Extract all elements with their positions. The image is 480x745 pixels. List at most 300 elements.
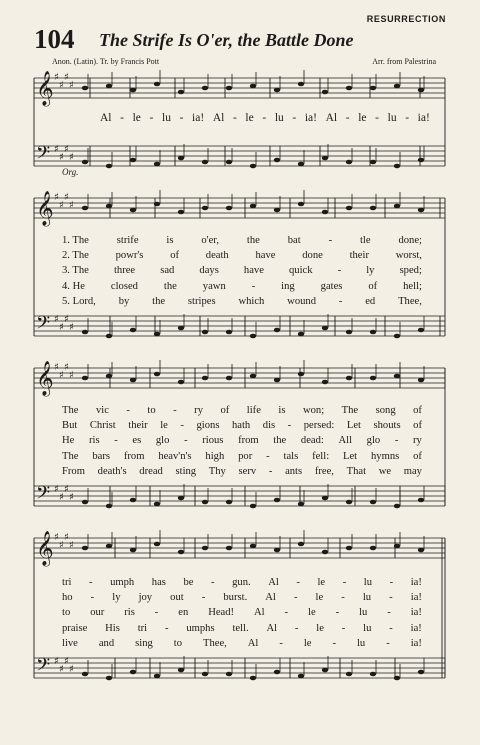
lyric-syllable: high: [205, 450, 225, 462]
note-head: [130, 328, 136, 333]
note-head: [178, 380, 184, 385]
note-head: [370, 86, 376, 91]
lyric-syllable: lu: [363, 622, 372, 634]
lyric-syllable: of: [413, 450, 422, 462]
note-head: [106, 334, 112, 339]
lyric-syllable: of: [413, 420, 422, 432]
note-head: [178, 90, 184, 95]
sharp-sign: ♯: [64, 192, 69, 203]
lyric-syllable: -: [386, 637, 390, 649]
lyric-syllable: -: [266, 450, 270, 462]
lyric-syllable: praise: [62, 622, 88, 634]
lyric-syllable: umph: [110, 577, 135, 588]
lyric-syllable: -: [149, 112, 154, 124]
note-head: [322, 90, 328, 95]
note-head: [418, 328, 424, 333]
lyric-syllable: tals: [283, 450, 299, 462]
note-head: [250, 374, 256, 379]
note-head: [82, 376, 88, 381]
lyric-syllable: Al: [325, 112, 338, 124]
lyric-syllable: -: [173, 405, 177, 416]
lyric-syllable: From: [62, 465, 85, 477]
lyric-syllable: stripes: [187, 295, 216, 307]
lyric-syllable: sped;: [399, 265, 422, 277]
lyric-syllable: -: [279, 637, 283, 649]
sharp-sign: ♯: [59, 540, 64, 551]
note-head: [106, 504, 112, 509]
lyric-syllable: Al: [266, 622, 278, 634]
lyric-syllable: -: [394, 435, 399, 447]
sharp-sign: ♯: [59, 200, 64, 211]
sharp-sign: ♯: [59, 322, 64, 333]
lyric-syllable: live: [62, 637, 78, 649]
note-head: [226, 160, 232, 165]
verse-line: [62, 266, 422, 277]
note-head: [322, 550, 328, 555]
note-head: [370, 500, 376, 505]
lyric-syllable: lu: [363, 577, 373, 588]
lyric-syllable: their: [128, 420, 148, 432]
sharp-sign: ♯: [54, 656, 59, 667]
note-head: [250, 676, 256, 681]
lyric-syllable: sing: [135, 637, 153, 649]
lyric-syllable: hymns: [370, 450, 400, 462]
lyric-syllable: which: [238, 295, 265, 307]
lyric-syllable: -: [375, 112, 379, 124]
lyric-syllable: -: [164, 622, 169, 634]
note-head: [346, 206, 352, 211]
refrain-lyrics: [100, 112, 430, 124]
note-head: [106, 544, 112, 549]
note-head: [154, 542, 160, 547]
lyric-syllable: The: [62, 405, 79, 416]
note-head: [274, 498, 280, 503]
lyric-syllable: -: [389, 622, 393, 634]
verse-line: [62, 578, 422, 589]
lyric-syllable: sad: [160, 265, 175, 277]
lyric-syllable: -: [292, 112, 297, 124]
lyric-syllable: ry: [194, 405, 203, 416]
lyric-syllable: 4. He: [62, 280, 85, 292]
lyric-syllable: ia!: [410, 637, 422, 649]
verse-line: [62, 282, 422, 293]
lyric-syllable: Thee,: [398, 295, 422, 307]
note-head: [322, 496, 328, 501]
lyric-syllable: -: [251, 280, 256, 292]
note-head: [322, 380, 328, 385]
note-head: [346, 160, 352, 165]
lyric-syllable: Al: [212, 112, 225, 124]
note-head: [322, 210, 328, 215]
sharp-sign: ♯: [64, 72, 69, 83]
note-head: [202, 330, 208, 335]
note-head: [178, 550, 184, 555]
lyric-syllable: en: [178, 607, 189, 619]
lyric-syllable: ly: [112, 592, 121, 604]
note-head: [106, 84, 112, 89]
note-head: [226, 376, 232, 381]
lyric-syllable: ly: [366, 265, 375, 277]
note-head: [202, 86, 208, 91]
lyric-syllable: ry: [413, 435, 422, 447]
lyric-syllable: of: [368, 280, 378, 292]
note-head: [82, 86, 88, 91]
note-head: [154, 202, 160, 207]
lyric-syllable: -: [180, 420, 184, 432]
note-head: [106, 204, 112, 209]
lyric-syllable: -: [90, 592, 95, 604]
sharp-sign: ♯: [59, 492, 64, 503]
sharp-sign: ♯: [69, 200, 74, 211]
note-head: [370, 376, 376, 381]
sharp-sign: ♯: [69, 370, 74, 381]
lyric-syllable: ants: [285, 465, 303, 477]
lyric-syllable: bars: [92, 450, 110, 462]
verse-line: [62, 639, 422, 650]
lyric-syllable: Thy: [208, 465, 226, 477]
sharp-sign: ♯: [64, 314, 69, 325]
lyric-syllable: le: [303, 637, 312, 649]
section-label: RESURRECTION: [366, 14, 446, 24]
note-head: [322, 156, 328, 161]
note-head: [418, 670, 424, 675]
sharp-sign: ♯: [69, 322, 74, 333]
lyric-syllable: Al: [254, 607, 265, 619]
lyric-syllable: Head!: [208, 607, 235, 619]
lyric-syllable: -: [184, 435, 188, 447]
note-head: [178, 496, 184, 501]
note-head: [346, 86, 352, 91]
note-head: [226, 86, 232, 91]
lyric-syllable: -: [268, 465, 273, 477]
lyric-syllable: lu: [274, 112, 284, 124]
note-head: [130, 498, 136, 503]
note-head: [250, 504, 256, 509]
lyric-syllable: tle: [359, 235, 371, 246]
lyric-syllable: ed: [365, 295, 376, 307]
lyric-syllable: lu: [162, 112, 171, 124]
note-head: [202, 206, 208, 211]
note-head: [394, 164, 400, 169]
verse-line: [62, 608, 422, 619]
note-head: [394, 84, 400, 89]
lyric-syllable: gions: [196, 420, 220, 432]
note-head: [298, 202, 304, 207]
note-head: [154, 674, 160, 679]
sharp-sign: ♯: [64, 144, 69, 155]
lyric-syllable: -: [262, 112, 267, 124]
note-head: [394, 676, 400, 681]
lyric-syllable: tri: [137, 622, 148, 634]
sharp-sign: ♯: [54, 314, 59, 325]
verse-line: [62, 236, 422, 247]
note-head: [178, 326, 184, 331]
note-head: [418, 208, 424, 213]
lyric-syllable: be: [183, 577, 194, 588]
note-head: [418, 158, 424, 163]
note-head: [394, 544, 400, 549]
note-head: [178, 210, 184, 215]
lyric-syllable: have: [243, 265, 264, 277]
note-head: [130, 378, 136, 383]
note-head: [274, 328, 280, 333]
note-head: [298, 674, 304, 679]
lyric-syllable: ia!: [410, 592, 422, 604]
note-head: [394, 334, 400, 339]
note-head: [154, 332, 160, 337]
note-head: [178, 668, 184, 673]
lyric-syllable: persed:: [303, 420, 335, 432]
note-head: [322, 668, 328, 673]
lyric-syllable: burst.: [223, 592, 248, 604]
note-head: [298, 82, 304, 87]
lyric-syllable: -: [389, 577, 394, 588]
lyric-syllable: -: [232, 112, 237, 124]
note-head: [250, 84, 256, 89]
lyric-syllable: -: [120, 112, 124, 124]
lyric-syllable: death's: [97, 465, 127, 477]
lyric-syllable: le: [315, 592, 324, 604]
lyric-syllable: ia!: [304, 112, 317, 124]
lyric-syllable: le: [308, 607, 316, 619]
lyric-syllable: ia!: [410, 607, 422, 619]
organ-label: Org.: [62, 167, 79, 177]
lyric-syllable: shouts: [373, 420, 401, 432]
note-head: [202, 376, 208, 381]
lyric-syllable: to: [173, 637, 183, 649]
note-head: [82, 672, 88, 677]
note-head: [298, 502, 304, 507]
note-head: [394, 374, 400, 379]
lyric-syllable: le: [358, 112, 367, 124]
lyric-syllable: -: [211, 577, 215, 588]
lyric-syllable: 3. The: [62, 265, 89, 277]
bass-clef: 𝄢: [36, 483, 51, 508]
note-head: [298, 332, 304, 337]
lyric-syllable: death: [205, 250, 229, 262]
note-head: [370, 206, 376, 211]
note-head: [130, 158, 136, 163]
lyric-syllable: Al: [265, 592, 276, 604]
note-head: [130, 208, 136, 213]
lyric-syllable: by: [118, 295, 130, 307]
note-head: [394, 504, 400, 509]
note-head: [250, 164, 256, 169]
note-head: [226, 330, 232, 335]
note-head: [178, 156, 184, 161]
lyric-syllable: bat: [287, 235, 301, 246]
treble-clef: 𝄞: [36, 531, 54, 566]
lyric-syllable: closed: [110, 280, 138, 292]
bass-clef: 𝄢: [36, 313, 51, 338]
lyric-syllable: from: [123, 450, 145, 462]
lyric-syllable: done;: [398, 235, 422, 246]
sharp-sign: ♯: [64, 656, 69, 667]
lyric-syllable: dread: [139, 465, 163, 477]
sharp-sign: ♯: [59, 152, 64, 163]
treble-clef: 𝄞: [36, 361, 54, 396]
lyric-syllable: All: [338, 435, 353, 447]
verse-line: [62, 251, 422, 262]
note-head: [130, 670, 136, 675]
note-head: [370, 330, 376, 335]
treble-clef: 𝄞: [36, 71, 54, 106]
lyric-syllable: ia!: [410, 577, 422, 588]
lyric-syllable: won;: [302, 405, 325, 416]
lyric-syllable: three: [113, 265, 136, 277]
lyric-syllable: heav'n's: [158, 450, 192, 462]
lyric-syllable: le: [245, 112, 254, 124]
lyric-syllable: days: [199, 265, 219, 277]
lyric-syllable: lu: [362, 592, 372, 604]
lyric-syllable: Al: [247, 637, 259, 649]
lyric-syllable: from: [238, 435, 259, 447]
lyric-syllable: 2. The: [62, 250, 89, 262]
lyric-syllable: -: [338, 295, 343, 307]
lyric-syllable: le: [316, 622, 324, 634]
note-head: [298, 372, 304, 377]
lyric-syllable: their: [349, 250, 369, 262]
lyric-syllable: por: [238, 450, 253, 462]
lyric-syllable: quick: [289, 265, 313, 277]
note-head: [274, 378, 280, 383]
note-head: [274, 548, 280, 553]
lyric-syllable: hath: [231, 420, 251, 432]
note-head: [106, 374, 112, 379]
note-head: [82, 160, 88, 165]
lyric-syllable: The: [62, 450, 79, 462]
note-head: [418, 88, 424, 93]
lyric-syllable: es: [132, 435, 142, 447]
note-head: [418, 498, 424, 503]
lyric-syllable: le: [132, 112, 141, 124]
lyric-syllable: vic: [95, 405, 109, 416]
verse-line: [62, 406, 422, 417]
lyric-syllable: -: [387, 607, 391, 619]
lyric-syllable: -: [201, 592, 206, 604]
lyric-syllable: -: [345, 112, 350, 124]
note-head: [130, 548, 136, 553]
note-head: [274, 670, 280, 675]
note-head: [370, 160, 376, 165]
lyric-syllable: done: [302, 250, 323, 262]
note-head: [250, 334, 256, 339]
verse-line: [62, 467, 422, 478]
lyric-syllable: is: [278, 405, 286, 416]
lyric-syllable: -: [296, 577, 300, 588]
note-head: [154, 502, 160, 507]
sharp-sign: ♯: [54, 532, 59, 543]
sharp-sign: ♯: [69, 664, 74, 675]
note-head: [298, 162, 304, 167]
lyric-syllable: the: [152, 295, 166, 307]
lyric-syllable: His: [105, 622, 120, 634]
note-head: [370, 546, 376, 551]
sharp-sign: ♯: [64, 362, 69, 373]
lyric-syllable: Thee,: [202, 637, 227, 649]
lyric-syllable: worst,: [395, 250, 422, 262]
lyric-syllable: lu: [387, 112, 397, 124]
bass-clef: 𝄢: [36, 655, 51, 680]
lyric-syllable: ia!: [417, 112, 430, 124]
lyric-syllable: lu: [359, 607, 368, 619]
lyric-syllable: ing: [281, 280, 295, 292]
hymn-title: The Strife Is O'er, the Battle Done: [99, 30, 354, 50]
lyric-syllable: The: [341, 405, 359, 416]
verse-line: [62, 452, 422, 463]
sharp-sign: ♯: [69, 80, 74, 91]
lyric-syllable: -: [328, 235, 333, 246]
lyric-syllable: out: [170, 592, 184, 604]
sharp-sign: ♯: [54, 484, 59, 495]
note-head: [82, 330, 88, 335]
note-head: [346, 330, 352, 335]
lyric-syllable: -: [293, 592, 298, 604]
lyric-syllable: tell.: [232, 622, 249, 634]
note-head: [154, 82, 160, 87]
lyric-syllable: serv: [238, 465, 257, 477]
lyric-syllable: He: [62, 435, 75, 447]
lyric-syllable: ia!: [410, 622, 422, 634]
lyric-syllable: strife: [116, 235, 139, 246]
lyric-syllable: life: [246, 405, 261, 416]
bass-clef: 𝄢: [36, 143, 51, 168]
lyric-syllable: ris: [124, 607, 135, 619]
note-head: [370, 672, 376, 677]
lyric-syllable: of: [220, 405, 230, 416]
lyric-syllable: -: [287, 420, 292, 432]
lyric-syllable: is: [166, 235, 174, 246]
lyric-syllable: rious: [202, 435, 224, 447]
note-head: [298, 542, 304, 547]
sharp-sign: ♯: [54, 362, 59, 373]
note-head: [250, 544, 256, 549]
lyric-syllable: of: [413, 405, 422, 416]
lyric-syllable: gates: [320, 280, 343, 292]
note-head: [82, 500, 88, 505]
note-head: [418, 548, 424, 553]
hymn-number: 104: [34, 24, 75, 54]
lyric-syllable: joy: [138, 592, 153, 604]
lyric-syllable: le: [317, 577, 326, 588]
lyric-syllable: and: [98, 637, 115, 649]
lyric-syllable: -: [389, 592, 393, 604]
lyric-syllable: -: [179, 112, 184, 124]
lyric-syllable: Let: [346, 420, 361, 432]
lyric-syllable: -: [88, 577, 93, 588]
lyric-syllable: -: [284, 607, 289, 619]
note-head: [202, 160, 208, 165]
note-head: [418, 378, 424, 383]
lyric-syllable: -: [341, 592, 345, 604]
lyric-syllable: -: [114, 435, 118, 447]
lyric-syllable: -: [337, 265, 342, 277]
lyric-syllable: may: [403, 465, 422, 477]
lyric-syllable: That: [346, 465, 367, 477]
lyric-syllable: have: [255, 250, 276, 262]
note-head: [346, 376, 352, 381]
note-head: [226, 672, 232, 677]
lyric-syllable: yawn: [202, 280, 226, 292]
verse-line: [62, 421, 422, 432]
note-head: [394, 204, 400, 209]
music-credit: Arr. from Palestrina: [372, 57, 436, 66]
note-head: [226, 206, 232, 211]
note-head: [82, 206, 88, 211]
sharp-sign: ♯: [64, 484, 69, 495]
lyric-syllable: Al: [268, 577, 279, 588]
sharp-sign: ♯: [69, 152, 74, 163]
